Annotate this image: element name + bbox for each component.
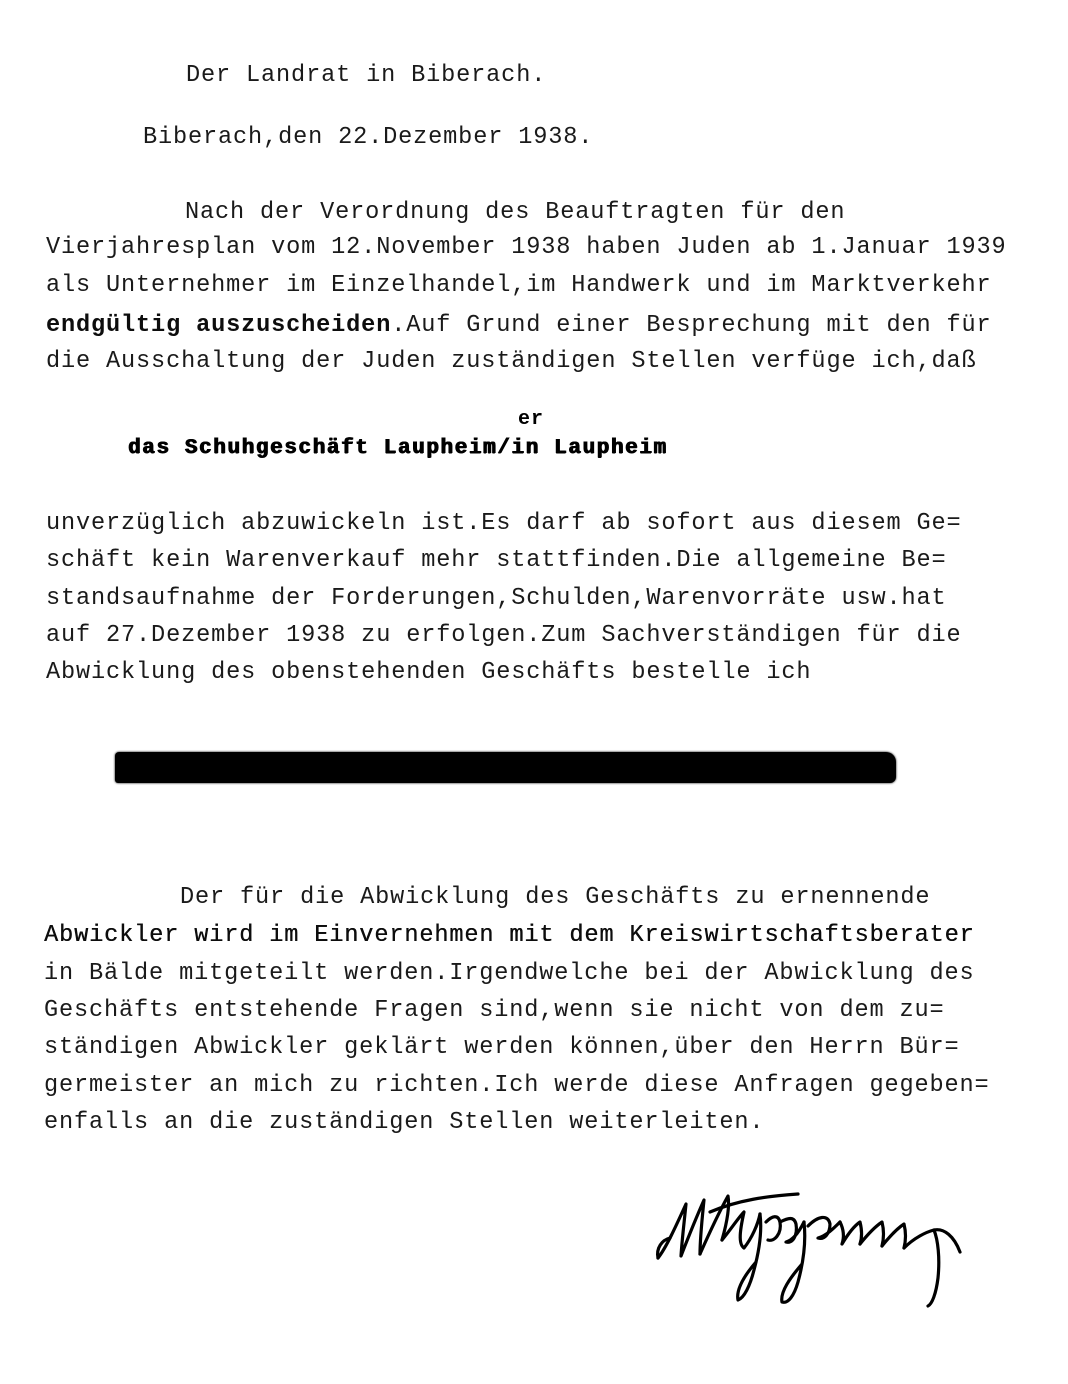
- insertion-mark: er: [518, 408, 545, 431]
- date-line: Biberach,den 22.Dezember 1938.: [143, 124, 594, 151]
- redaction-bar: [115, 752, 896, 783]
- paragraph1-line-3: als Unternehmer im Einzelhandel,im Handwerk und im Marktverkehr: [46, 272, 992, 299]
- paragraph2-line-4: auf 27.Dezember 1938 zu erfolgen.Zum Sachverständigen für die: [46, 622, 962, 649]
- paragraph3-line-2: Abwickler wird im Einvernehmen mit dem Kreiswirtschaftsberater: [44, 922, 975, 949]
- paragraph3-line-7: enfalls an die zuständigen Stellen weiterleiten.: [44, 1109, 765, 1136]
- paragraph1-line-2: Vierjahresplan vom 12.November 1938 haben Juden ab 1.Januar 1939: [46, 234, 1007, 261]
- paragraph2-line-3: standsaufnahme der Forderungen,Schulden,Warenvorräte usw.hat: [46, 585, 947, 612]
- paragraph1-line-1: Nach der Verordnung des Beauftragten für den: [185, 199, 846, 226]
- paragraph2-line-1: unverzüglich abzuwickeln ist.Es darf ab sofort aus diesem Ge=: [46, 510, 962, 537]
- paragraph1-line-4: [46, 314, 992, 338]
- paragraph1-line-5: die Ausschaltung der Juden zuständigen Stellen verfüge ich,daß: [46, 348, 977, 375]
- bold-phrase: endgültig auszuscheiden: [46, 312, 392, 339]
- handwritten-signature: [648, 1178, 993, 1318]
- paragraph3-line-6: germeister an mich zu richten.Ich werde diese Anfragen gegeben=: [44, 1072, 990, 1099]
- business-line: das Schuhgeschäft Laupheim/in Laupheim: [128, 437, 668, 460]
- paragraph3-line-3: in Bälde mitgeteilt werden.Irgendwelche bei der Abwicklung des: [44, 960, 975, 987]
- paragraph2-line-2: schäft kein Warenverkauf mehr stattfinden.Die allgemeine Be=: [46, 547, 947, 574]
- paragraph3-line-5: ständigen Abwickler geklärt werden können,über den Herrn Bür=: [44, 1034, 960, 1061]
- paragraph2-line-5: Abwicklung des obenstehenden Geschäfts bestelle ich: [46, 659, 812, 686]
- paragraph1-line-4-rest: .Auf Grund einer Besprechung mit den für: [391, 312, 992, 339]
- paragraph3-line-4: Geschäfts entstehende Fragen sind,wenn sie nicht von dem zu=: [44, 997, 945, 1024]
- sender-line: Der Landrat in Biberach.: [186, 62, 547, 89]
- paragraph3-line-1: Der für die Abwicklung des Geschäfts zu ernennende: [180, 884, 931, 911]
